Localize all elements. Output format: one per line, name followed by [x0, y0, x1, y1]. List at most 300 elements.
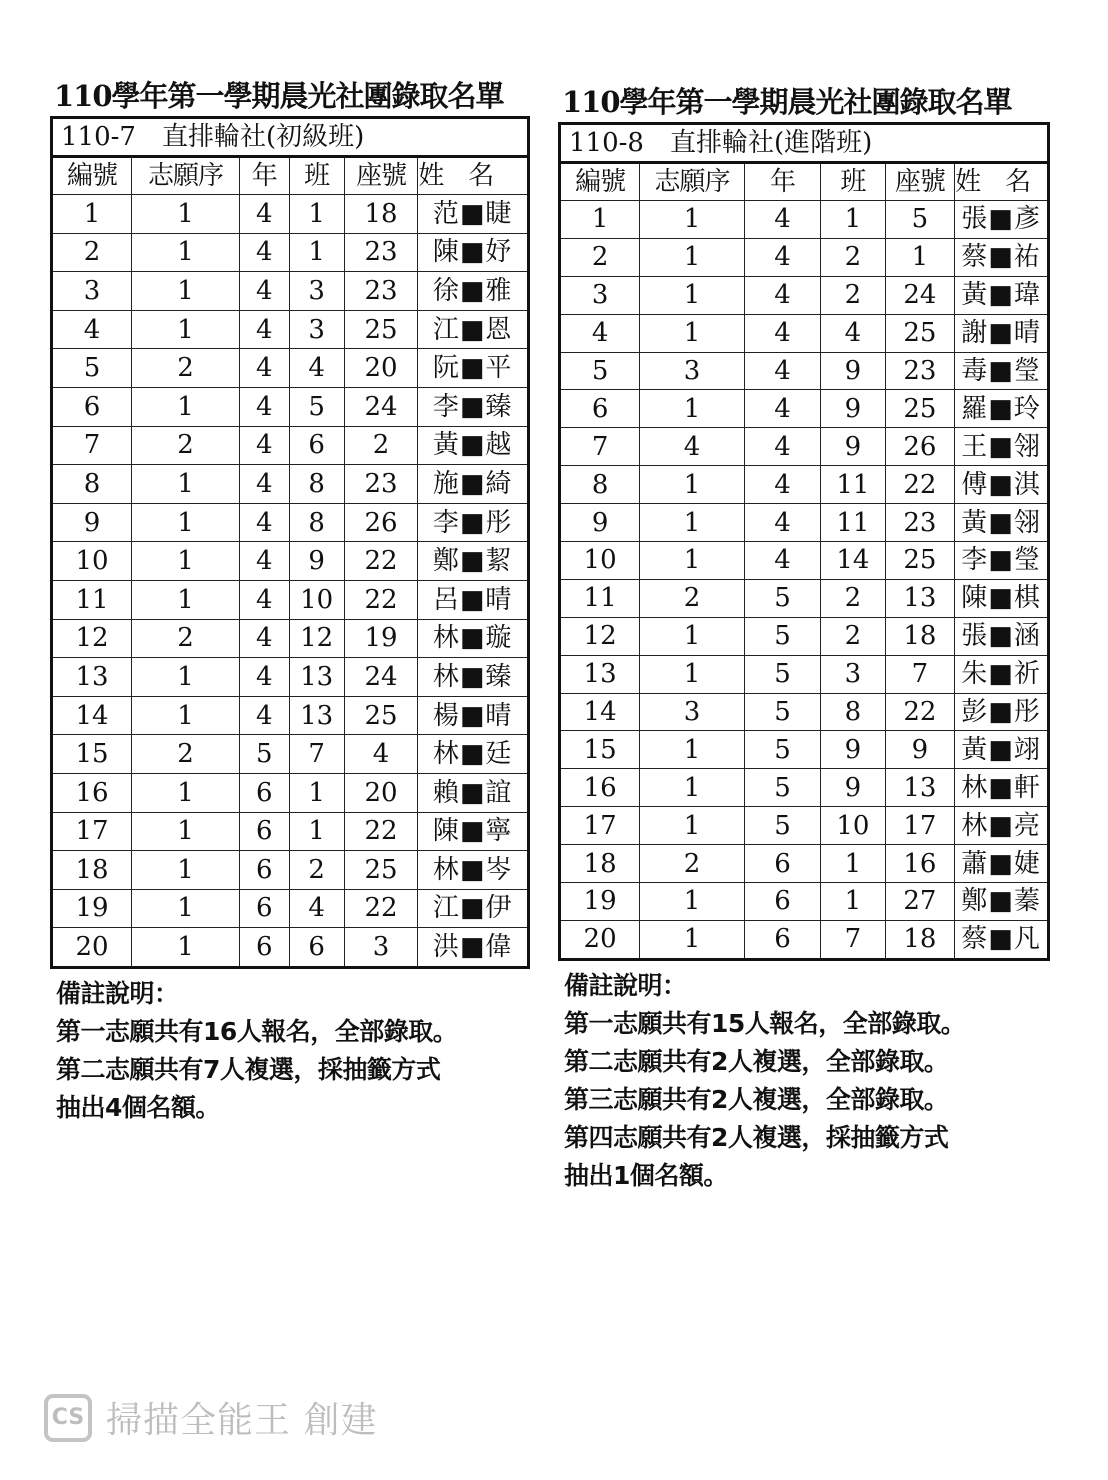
table-row: [52, 426, 529, 465]
class-cell: 1: [289, 773, 344, 812]
seat-cell: 26: [885, 428, 954, 466]
number-cell: 3: [560, 276, 640, 314]
table-row: [52, 503, 529, 542]
table-row: [560, 845, 1049, 883]
name-cell: 施■綺: [418, 465, 529, 504]
seat-cell: 24: [344, 658, 417, 697]
column-header: 志願序: [132, 157, 240, 195]
table-header-row: [52, 157, 529, 195]
class-cell: 1: [289, 233, 344, 272]
preference-cell: 2: [132, 426, 240, 465]
preference-cell: 3: [640, 352, 745, 390]
class-cell: 7: [821, 920, 886, 959]
table-row: [560, 314, 1049, 352]
column-header: 姓 名: [418, 157, 529, 195]
column-header: 年: [744, 163, 820, 201]
name-cell: 黃■越: [418, 426, 529, 465]
seat-cell: 18: [885, 617, 954, 655]
class-cell: 7: [289, 735, 344, 774]
table-row: [52, 735, 529, 774]
name-cell: 李■臻: [418, 387, 529, 426]
club-title: 110-8 直排輪社(進階班): [560, 124, 1049, 163]
seat-cell: 22: [885, 693, 954, 731]
number-cell: 7: [560, 428, 640, 466]
table-row: [52, 658, 529, 697]
table-row: [52, 233, 529, 272]
table-row: [52, 349, 529, 388]
seat-cell: 25: [344, 310, 417, 349]
remark-line: 第一志願共有16人報名，全部錄取。: [56, 1016, 458, 1046]
preference-cell: 1: [640, 542, 745, 580]
grade-cell: 4: [239, 658, 289, 697]
number-cell: 19: [560, 883, 640, 921]
remark-line: 第二志願共有2人複選，全部錄取。: [564, 1046, 949, 1076]
number-cell: 12: [560, 617, 640, 655]
name-cell: 黃■翎: [955, 504, 1049, 542]
grade-cell: 5: [744, 693, 820, 731]
grade-cell: 5: [744, 807, 820, 845]
class-cell: 2: [289, 851, 344, 890]
table-row: [52, 310, 529, 349]
number-cell: 3: [52, 272, 132, 311]
table-row: [560, 201, 1049, 239]
grade-cell: 4: [744, 276, 820, 314]
number-cell: 9: [52, 503, 132, 542]
table-row: [560, 883, 1049, 921]
grade-cell: 6: [744, 845, 820, 883]
table-row: [560, 504, 1049, 542]
name-cell: 呂■晴: [418, 580, 529, 619]
grade-cell: 4: [239, 426, 289, 465]
preference-cell: 1: [640, 883, 745, 921]
preference-cell: 1: [640, 504, 745, 542]
class-cell: 12: [289, 619, 344, 658]
number-cell: 1: [52, 195, 132, 234]
number-cell: 16: [52, 773, 132, 812]
table-row: [560, 807, 1049, 845]
name-cell: 陳■棋: [955, 579, 1049, 617]
class-cell: 1: [821, 201, 886, 239]
page-title: 110學年第一學期晨光社團錄取名單: [562, 85, 1012, 119]
preference-cell: 2: [132, 735, 240, 774]
preference-cell: 1: [640, 466, 745, 504]
remark-line: 抽出1個名額。: [564, 1160, 728, 1190]
number-cell: 20: [52, 928, 132, 968]
preference-cell: 1: [640, 238, 745, 276]
name-cell: 林■軒: [955, 769, 1049, 807]
preference-cell: 3: [640, 693, 745, 731]
table-row: [52, 272, 529, 311]
name-cell: 羅■玲: [955, 390, 1049, 428]
class-cell: 1: [289, 195, 344, 234]
table-row: [560, 276, 1049, 314]
name-cell: 李■瑩: [955, 542, 1049, 580]
grade-cell: 4: [239, 310, 289, 349]
column-header: 姓 名: [955, 163, 1049, 201]
table-row: [52, 542, 529, 581]
grade-cell: 4: [744, 314, 820, 352]
number-cell: 17: [560, 807, 640, 845]
preference-cell: 1: [132, 580, 240, 619]
number-cell: 5: [52, 349, 132, 388]
name-cell: 張■涵: [955, 617, 1049, 655]
name-cell: 朱■祈: [955, 655, 1049, 693]
preference-cell: 1: [640, 276, 745, 314]
class-cell: 3: [289, 310, 344, 349]
grade-cell: 4: [744, 428, 820, 466]
table-row: [52, 851, 529, 890]
grade-cell: 4: [744, 504, 820, 542]
class-cell: 9: [289, 542, 344, 581]
number-cell: 13: [52, 658, 132, 697]
preference-cell: 2: [132, 349, 240, 388]
preference-cell: 1: [132, 465, 240, 504]
seat-cell: 22: [344, 580, 417, 619]
name-cell: 陳■妤: [418, 233, 529, 272]
roster-panel-right: [558, 84, 1050, 1195]
seat-cell: 24: [885, 276, 954, 314]
table-row: [560, 238, 1049, 276]
seat-cell: 9: [885, 731, 954, 769]
seat-cell: 26: [344, 503, 417, 542]
seat-cell: 19: [344, 619, 417, 658]
remarks: [558, 967, 1050, 1195]
class-cell: 11: [821, 466, 886, 504]
number-cell: 18: [560, 845, 640, 883]
name-cell: 李■彤: [418, 503, 529, 542]
preference-cell: 1: [132, 696, 240, 735]
name-cell: 洪■偉: [418, 928, 529, 968]
class-cell: 6: [289, 426, 344, 465]
class-cell: 8: [821, 693, 886, 731]
grade-cell: 4: [239, 195, 289, 234]
number-cell: 11: [52, 580, 132, 619]
grade-cell: 6: [239, 889, 289, 928]
roster-body: [560, 124, 1049, 960]
preference-cell: 1: [640, 920, 745, 959]
number-cell: 10: [52, 542, 132, 581]
preference-cell: 4: [640, 428, 745, 466]
preference-cell: 1: [132, 310, 240, 349]
preference-cell: 1: [640, 655, 745, 693]
name-cell: 鄭■絜: [418, 542, 529, 581]
table-row: [52, 812, 529, 851]
preference-cell: 2: [132, 619, 240, 658]
class-cell: 3: [289, 272, 344, 311]
name-cell: 鄭■蓁: [955, 883, 1049, 921]
class-cell: 4: [289, 889, 344, 928]
class-cell: 10: [821, 807, 886, 845]
camscanner-logo-icon: CS: [44, 1394, 92, 1442]
class-cell: 2: [821, 617, 886, 655]
seat-cell: 13: [885, 579, 954, 617]
grade-cell: 4: [744, 238, 820, 276]
grade-cell: 4: [744, 201, 820, 239]
class-cell: 6: [289, 928, 344, 968]
preference-cell: 2: [640, 845, 745, 883]
seat-cell: 2: [344, 426, 417, 465]
class-cell: 9: [821, 731, 886, 769]
number-cell: 8: [560, 466, 640, 504]
class-cell: 1: [821, 845, 886, 883]
number-cell: 1: [560, 201, 640, 239]
number-cell: 13: [560, 655, 640, 693]
number-cell: 5: [560, 352, 640, 390]
number-cell: 4: [560, 314, 640, 352]
remark-line: 抽出4個名額。: [56, 1092, 220, 1122]
name-cell: 黃■翊: [955, 731, 1049, 769]
preference-cell: 1: [132, 851, 240, 890]
grade-cell: 6: [744, 883, 820, 921]
column-header: 年: [239, 157, 289, 195]
preference-cell: 1: [132, 928, 240, 968]
grade-cell: 4: [744, 390, 820, 428]
table-row: [52, 889, 529, 928]
class-cell: 5: [289, 387, 344, 426]
name-cell: 蔡■凡: [955, 920, 1049, 959]
seat-cell: 16: [885, 845, 954, 883]
name-cell: 蕭■婕: [955, 845, 1049, 883]
seat-cell: 25: [885, 314, 954, 352]
name-cell: 范■睫: [418, 195, 529, 234]
seat-cell: 25: [344, 696, 417, 735]
name-cell: 林■廷: [418, 735, 529, 774]
grade-cell: 4: [239, 542, 289, 581]
seat-cell: 25: [344, 851, 417, 890]
table-row: [560, 920, 1049, 959]
seat-cell: 13: [885, 769, 954, 807]
number-cell: 6: [52, 387, 132, 426]
number-cell: 19: [52, 889, 132, 928]
seat-cell: 24: [344, 387, 417, 426]
seat-cell: 22: [344, 812, 417, 851]
seat-cell: 18: [344, 195, 417, 234]
name-cell: 黃■瑋: [955, 276, 1049, 314]
seat-cell: 22: [344, 542, 417, 581]
table-row: [560, 731, 1049, 769]
seat-cell: 27: [885, 883, 954, 921]
class-cell: 2: [821, 238, 886, 276]
preference-cell: 1: [640, 769, 745, 807]
number-cell: 4: [52, 310, 132, 349]
class-cell: 3: [821, 655, 886, 693]
number-cell: 9: [560, 504, 640, 542]
number-cell: 6: [560, 390, 640, 428]
page-title: 110學年第一學期晨光社團錄取名單: [54, 79, 504, 113]
remark-line: 第二志願共有7人複選，採抽籤方式: [56, 1054, 441, 1084]
table-row: [560, 428, 1049, 466]
preference-cell: 1: [640, 617, 745, 655]
number-cell: 14: [52, 696, 132, 735]
class-cell: 9: [821, 390, 886, 428]
number-cell: 8: [52, 465, 132, 504]
seat-cell: 7: [885, 655, 954, 693]
watermark-text: 掃描全能王 創建: [106, 1400, 378, 1441]
column-header: 編號: [52, 157, 132, 195]
class-cell: 10: [289, 580, 344, 619]
table-row: [560, 693, 1049, 731]
name-cell: 徐■雅: [418, 272, 529, 311]
preference-cell: 1: [640, 390, 745, 428]
table-row: [560, 769, 1049, 807]
number-cell: 2: [560, 238, 640, 276]
column-header: 班: [289, 157, 344, 195]
column-header: 座號: [885, 163, 954, 201]
grade-cell: 4: [744, 466, 820, 504]
class-cell: 2: [821, 276, 886, 314]
name-cell: 林■臻: [418, 658, 529, 697]
number-cell: 15: [52, 735, 132, 774]
preference-cell: 1: [132, 387, 240, 426]
seat-cell: 20: [344, 773, 417, 812]
number-cell: 17: [52, 812, 132, 851]
table-row: [560, 655, 1049, 693]
preference-cell: 1: [640, 807, 745, 845]
preference-cell: 1: [132, 233, 240, 272]
grade-cell: 4: [239, 619, 289, 658]
number-cell: 11: [560, 579, 640, 617]
grade-cell: 6: [239, 812, 289, 851]
table-row: [52, 465, 529, 504]
grade-cell: 4: [239, 387, 289, 426]
seat-cell: 1: [885, 238, 954, 276]
preference-cell: 1: [640, 314, 745, 352]
name-cell: 林■璇: [418, 619, 529, 658]
class-cell: 8: [289, 503, 344, 542]
class-cell: 14: [821, 542, 886, 580]
grade-cell: 5: [744, 655, 820, 693]
number-cell: 18: [52, 851, 132, 890]
seat-cell: 23: [344, 272, 417, 311]
remark-line: 第三志願共有2人複選，全部錄取。: [564, 1084, 949, 1114]
name-cell: 林■岑: [418, 851, 529, 890]
table-row: [52, 387, 529, 426]
preference-cell: 1: [132, 195, 240, 234]
preference-cell: 2: [640, 579, 745, 617]
column-header: 班: [821, 163, 886, 201]
class-cell: 13: [289, 658, 344, 697]
table-row: [560, 352, 1049, 390]
club-title-row: [560, 124, 1049, 163]
grade-cell: 5: [744, 769, 820, 807]
column-header: 編號: [560, 163, 640, 201]
number-cell: 2: [52, 233, 132, 272]
number-cell: 7: [52, 426, 132, 465]
name-cell: 林■亮: [955, 807, 1049, 845]
table-row: [52, 195, 529, 234]
preference-cell: 1: [640, 201, 745, 239]
table-row: [52, 928, 529, 968]
grade-cell: 5: [744, 579, 820, 617]
table-row: [52, 773, 529, 812]
name-cell: 謝■晴: [955, 314, 1049, 352]
seat-cell: 18: [885, 920, 954, 959]
scanner-watermark: [44, 1392, 377, 1443]
remark-line: 第四志願共有2人複選，採抽籤方式: [564, 1122, 949, 1152]
table-row: [560, 542, 1049, 580]
class-cell: 13: [289, 696, 344, 735]
remarks-heading: 備註說明：: [564, 970, 687, 1000]
roster-table: [50, 116, 530, 969]
seat-cell: 4: [344, 735, 417, 774]
name-cell: 阮■平: [418, 349, 529, 388]
grade-cell: 4: [239, 272, 289, 311]
preference-cell: 1: [132, 542, 240, 581]
class-cell: 9: [821, 428, 886, 466]
table-row: [560, 466, 1049, 504]
grade-cell: 6: [744, 920, 820, 959]
preference-cell: 1: [132, 658, 240, 697]
class-cell: 1: [289, 812, 344, 851]
class-cell: 2: [821, 579, 886, 617]
club-title: 110-7 直排輪社(初級班): [52, 118, 529, 157]
name-cell: 賴■誼: [418, 773, 529, 812]
remarks: [50, 975, 530, 1127]
number-cell: 20: [560, 920, 640, 959]
grade-cell: 5: [744, 617, 820, 655]
class-cell: 1: [821, 883, 886, 921]
grade-cell: 4: [239, 233, 289, 272]
grade-cell: 4: [239, 696, 289, 735]
grade-cell: 6: [239, 773, 289, 812]
table-row: [560, 617, 1049, 655]
grade-cell: 6: [239, 851, 289, 890]
table-row: [52, 619, 529, 658]
seat-cell: 22: [344, 889, 417, 928]
grade-cell: 4: [239, 349, 289, 388]
grade-cell: 4: [239, 580, 289, 619]
seat-cell: 25: [885, 542, 954, 580]
class-cell: 9: [821, 352, 886, 390]
grade-cell: 4: [744, 542, 820, 580]
seat-cell: 23: [344, 233, 417, 272]
seat-cell: 22: [885, 466, 954, 504]
preference-cell: 1: [640, 731, 745, 769]
name-cell: 江■恩: [418, 310, 529, 349]
seat-cell: 23: [344, 465, 417, 504]
roster-body: [52, 118, 529, 968]
class-cell: 11: [821, 504, 886, 542]
class-cell: 4: [289, 349, 344, 388]
preference-cell: 1: [132, 272, 240, 311]
seat-cell: 17: [885, 807, 954, 845]
name-cell: 王■翎: [955, 428, 1049, 466]
preference-cell: 1: [132, 773, 240, 812]
roster-table: [558, 122, 1050, 961]
table-row: [52, 696, 529, 735]
name-cell: 張■彥: [955, 201, 1049, 239]
number-cell: 14: [560, 693, 640, 731]
class-cell: 8: [289, 465, 344, 504]
seat-cell: 20: [344, 349, 417, 388]
column-header: 志願序: [640, 163, 745, 201]
grade-cell: 5: [239, 735, 289, 774]
name-cell: 楊■晴: [418, 696, 529, 735]
seat-cell: 23: [885, 352, 954, 390]
seat-cell: 25: [885, 390, 954, 428]
number-cell: 12: [52, 619, 132, 658]
grade-cell: 4: [239, 465, 289, 504]
number-cell: 15: [560, 731, 640, 769]
roster-panel-left: [50, 78, 530, 1127]
class-cell: 4: [821, 314, 886, 352]
table-row: [560, 579, 1049, 617]
table-header-row: [560, 163, 1049, 201]
name-cell: 江■伊: [418, 889, 529, 928]
table-row: [52, 580, 529, 619]
preference-cell: 1: [132, 503, 240, 542]
preference-cell: 1: [132, 812, 240, 851]
